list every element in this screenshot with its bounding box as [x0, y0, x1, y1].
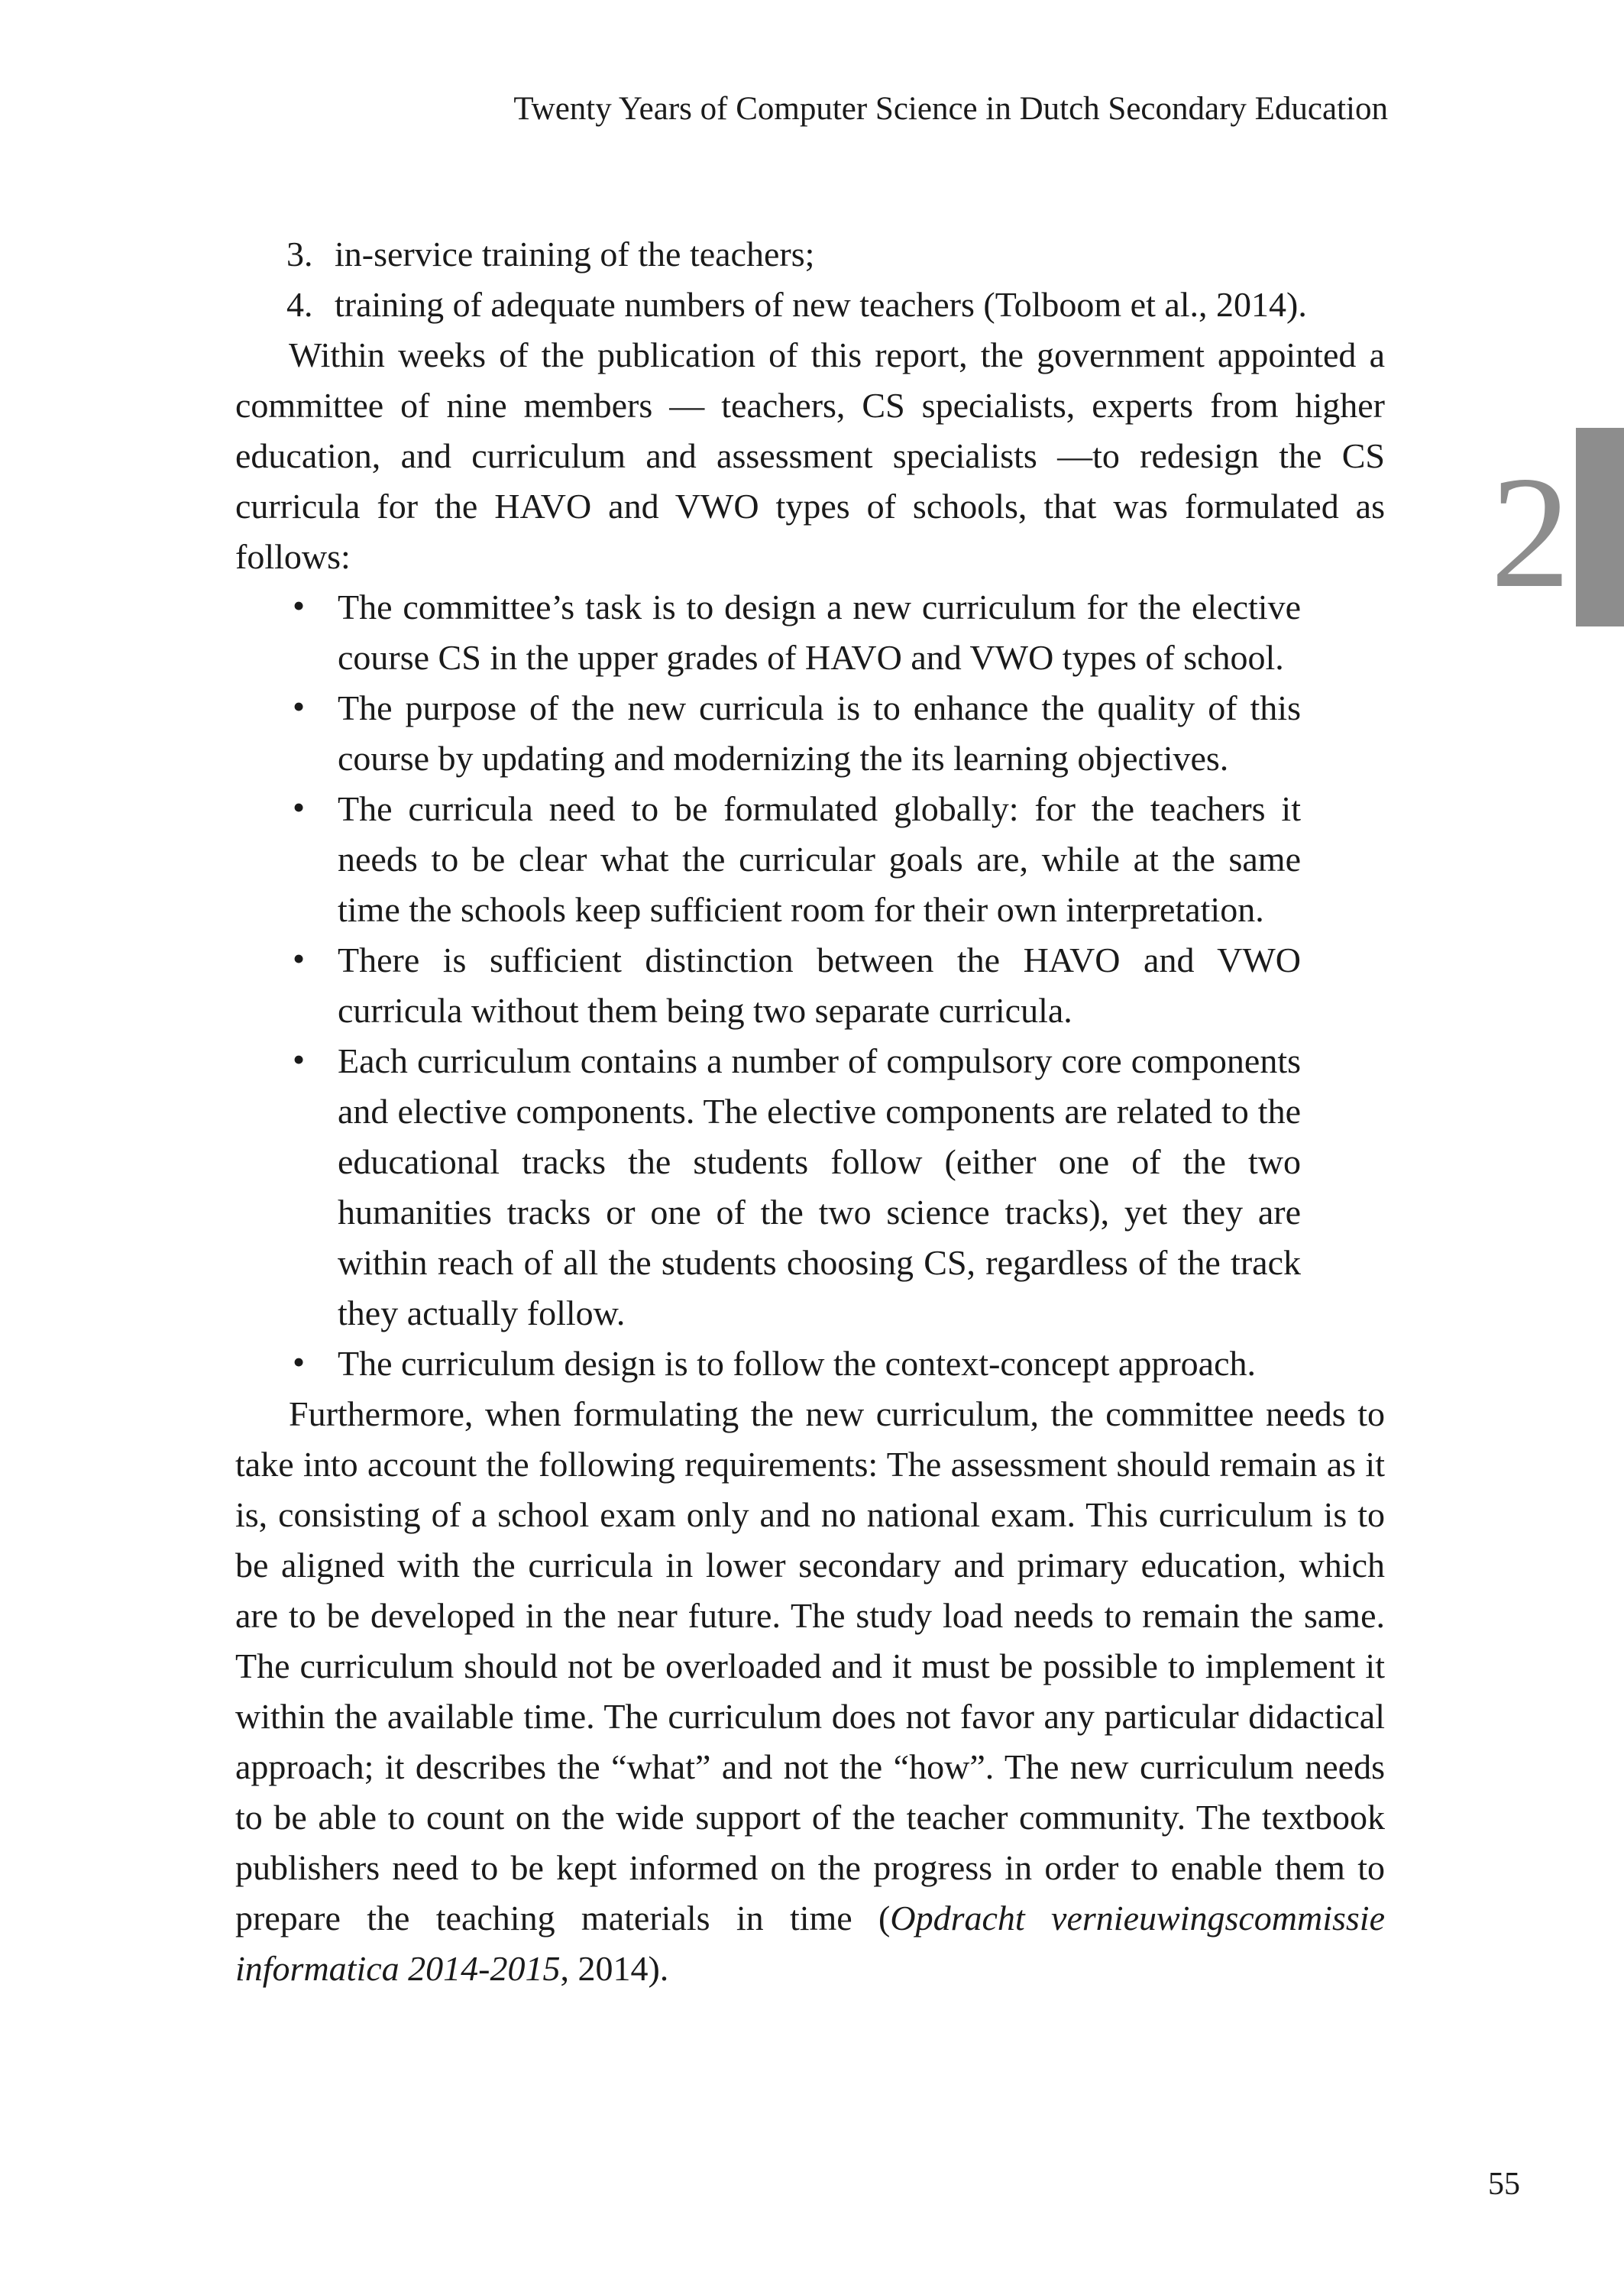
bullet-item [235, 784, 1385, 935]
bullet-icon: • [293, 1040, 306, 1079]
numbered-item [235, 229, 1385, 280]
bullet-text: There is sufficient distinction between the HAVO and VWO curricula without them being two separate curricula. [338, 940, 1301, 1030]
bullet-item [235, 1339, 1385, 1389]
item-text: training of adequate numbers of new teachers (Tolboom et al., 2014). [335, 285, 1307, 324]
bullet-icon: • [293, 939, 306, 978]
paragraph-intro: Within weeks of the publication of this report, the government appointed a committee of nine members — teachers, CS specialists, experts from higher education, and curriculum and assessment specialists —to redesign the CS curricula for the HAVO and VWO types of schools, that was formulated as follows: [235, 335, 1385, 576]
item-number: 4. [286, 285, 313, 324]
chapter-tab-bar [1576, 428, 1624, 626]
bullet-text: The purpose of the new curricula is to enhance the quality of this course by updating and modernizing the its learning objectives. [338, 688, 1301, 778]
bullet-item [235, 935, 1385, 1036]
chapter-number: 2 [1490, 444, 1571, 621]
page-content [235, 229, 1385, 1994]
item-number: 3. [286, 235, 313, 274]
numbered-item [235, 280, 1385, 330]
page-number: 55 [1488, 2167, 1520, 2202]
bullet-text: The curriculum design is to follow the context-concept approach. [338, 1344, 1256, 1383]
item-text: in-service training of the teachers; [335, 235, 815, 274]
bullet-item [235, 683, 1385, 784]
bullet-list [235, 582, 1385, 1389]
bullet-text: The curricula need to be formulated globally: for the teachers it needs to be clear what the curricular goals are, while at the same time the schools keep sufficient room for their own interpretation. [338, 789, 1301, 929]
bullet-icon: • [293, 687, 306, 726]
bullet-text: Each curriculum contains a number of compulsory core components and elective components. The elective components are related to the educational tracks the students follow (either one of the two humanities tracks or one of the two science tracks), yet they are within reach of all the students choosing CS, regardless of the track they actually follow. [338, 1041, 1301, 1332]
numbered-list [235, 229, 1385, 330]
paragraph-furthermore: Furthermore, when formulating the new curriculum, the committee needs to take into account the following requirements: The assessment should remain as it is, consisting of a school exam only and no national exam. This curriculum is to be aligned with the curricula in lower secondary and primary education, which are to be developed in the near future. The study load needs to remain the same. The curriculum should not be overloaded and it must be possible to implement it within the available time. The curriculum does not favor any particular didactical approach; it describes the “what” and not the “how”. The new curriculum needs to be able to count on the wide support of the teacher community. The textbook publishers need to be kept informed on the progress in order to enable them to prepare the teaching materials in time (Opdracht vernieuwingscommissie informatica 2014-2015, 2014). [235, 1394, 1385, 1988]
bullet-text: The committee’s task is to design a new curriculum for the elective course CS in the upper grades of HAVO and VWO types of school. [338, 588, 1301, 677]
bullet-icon: • [293, 1342, 306, 1381]
bullet-icon: • [293, 788, 306, 827]
running-head: Twenty Years of Computer Science in Dutch Secondary Education [513, 91, 1388, 127]
bullet-icon: • [293, 586, 306, 625]
bullet-item [235, 1036, 1385, 1339]
bullet-item [235, 582, 1385, 683]
